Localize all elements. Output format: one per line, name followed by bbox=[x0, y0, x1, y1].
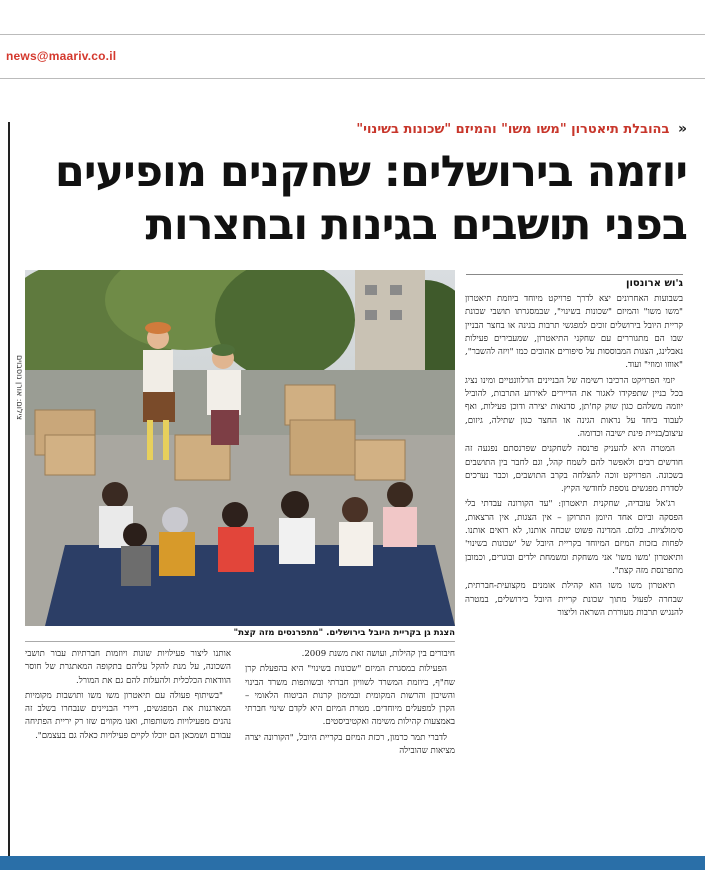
paragraph: לדברי תמר כרמון, רכזת המיזם בקריית היובל, "הקורונה יצרה מציאות שהובילה bbox=[245, 732, 455, 757]
kicker-text: בהובלת תיאטרון "משו משו" והמיזם "שכונות בשינוי" bbox=[356, 122, 670, 137]
article-column-2 bbox=[245, 648, 455, 863]
article-column-1 bbox=[465, 293, 683, 863]
headline-line-2: בפני תושבים בגינות ובחצרות bbox=[145, 200, 687, 250]
news-email: news@maariv.co.il bbox=[6, 49, 117, 63]
paragraph: יזמי הפרויקט הרכיבו רשימה של הבניינים הרלוונטיים ומינו נציג בכל בניין שתפקידו לאגור את הדיירים לאירוע התרבות, להוביל יוזמה משלהם כגון שוק קח'תן, סדנאות יצירה ודוכן פעילות, ואף לעבוד ביחד על נראות הגינה או החצר כגון שתילה, גיזום, עיצוב/בניית פינת ישיבה וכדומה. bbox=[465, 375, 683, 439]
article-photo bbox=[25, 270, 455, 626]
article-kicker bbox=[356, 121, 687, 137]
article-headline bbox=[7, 146, 687, 252]
paragraph: בשבועות האחרונים יצא לדרך פרויקט מיוחד ביוזמת תיאטרון "משו משו" והמיזם "שכונות בשינוי", שבמסגרתו תושבי שכונת קריית היובל בירושלים זוכים למפגשי תרבות בגינה או בחצר הבניין שבו הם מתגוררים עם שחקני התיאטרון, שמעבירים פעילות נאבלינג, הצגות המבוססות על סיפורים אהובים כמו "ויזה להשבר", "אווזו ומוזי" ועוד. bbox=[465, 294, 683, 371]
paragraph: חיבורים בין קהילות, ועושה זאת משנת 2009. bbox=[301, 649, 455, 659]
paragraph: הפעילות במסגרת המיזם "שכונות בשינוי" היא בהפעלת קרן שח"ף, ביוזמת המשרד לשוויון חברתי ובשותפות משרד הבינוי והשיכון והרשות המקומית ובמימון קרנות הביטוח הלאומי – הקרן למפעלים מיוחדים. מטרת המיזם היא לקדם שינוי חברתי באמצעות קהילות משימה ואקטיביסטים. bbox=[245, 664, 455, 728]
paragraph: רג'אל עובדיה, שחקנית תיאטרון: "עד הקורונה עבדתי בלי הפסקה וביום אחד היומן התרוקן – אין הצגות, אין הרצאות, סימולציות. כלום. המדינה פשוט שכחה אותנו, לא רואים אותנו. לפחות בזכות המיזם המיוחד בקריית היובל של 'שכונות בשינוי' ותיאטרון 'משו משו' אני משחקת ומשמחת ילדים ובוגרים, וכמובן מתפרנסת מזה קצת". bbox=[465, 499, 683, 576]
paragraph: אותנו ליצור פעילויות שונות ויוזמות חברתיות עבור תושבי השכונה, על מנת להקל עליהם בתקופה המאתגרת של חוסר הוודאות הכלכלית ולהעלות להם גם את המורל. bbox=[25, 649, 231, 686]
byline: ג'וש ארונסון bbox=[466, 274, 683, 289]
paragraph: "בשיתוף פעולה עם תיאטרון משו משו ותושבות מקומיות המארגנות את המפגשים, דיירי הבניינים שנבחרו בשלב זה נהנים מפעילויות משותפות, ואנו מקווים שזו רק יריית הפתיחה עבורם ושמכאן הם יוכלו לקיים פעילויות כאלה גם בעצמם". bbox=[25, 690, 231, 741]
photo-illustration bbox=[25, 270, 455, 626]
bottom-color-bar bbox=[0, 856, 705, 870]
paragraph: תיאטרון משו משו הוא קהילת אומנים מקצועית-חברתית, שבחרה לפעול מתוך שכונת קריית היובל בירושלים, במטרה להנגיש תרבות מעוררת השראה וליצור bbox=[465, 581, 683, 618]
photo-caption: הצגת גן בקריית היובל בירושלים. "מתפרנסים מזה קצת" bbox=[25, 628, 455, 642]
header-rule bbox=[0, 78, 705, 79]
paragraph: המטרה היא להעניק פרנסה לשחקנים שפרנסתם נפגעה זה חודשים רבים ולאפשר להם לשמח קהל, וגם לחבר בין התושבים בשכונה. הפרויקט זוכה להצלחה בקרב התושבים, וכבר נערכים לסדרת מפגשים נוספת לחודשי הקיץ. bbox=[465, 444, 683, 495]
kicker-arrow-icon: « bbox=[677, 121, 687, 137]
photo-credit: צילום: אורן נוסבוים bbox=[15, 354, 24, 420]
top-rule bbox=[0, 34, 705, 35]
headline-line-1: יוזמה בירושלים: שחקנים מופיעים bbox=[54, 147, 687, 197]
article-column-3 bbox=[25, 648, 231, 863]
